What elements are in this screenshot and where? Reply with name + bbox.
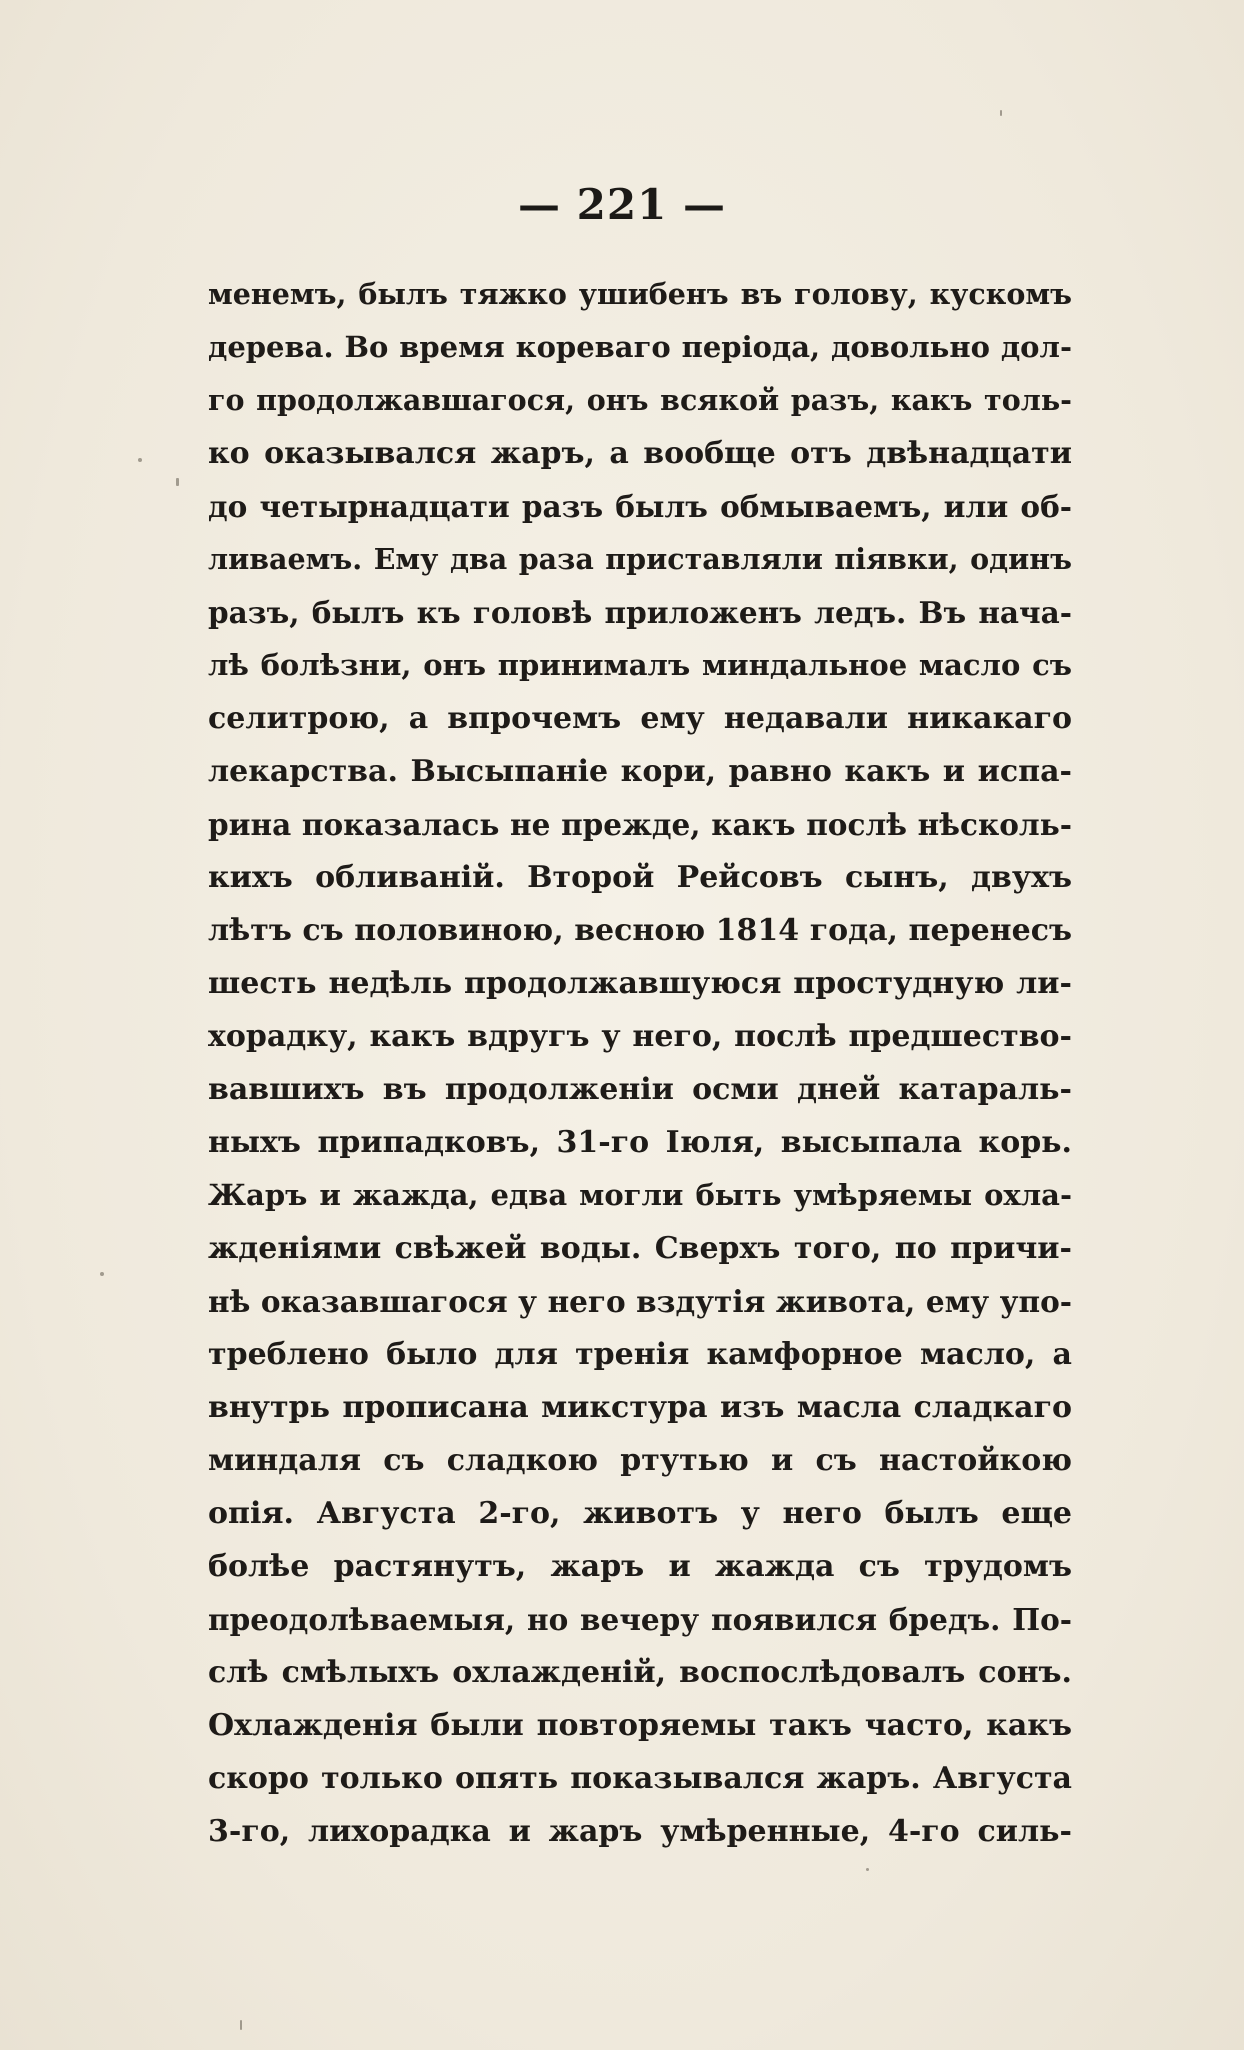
text-line: жденіями свѣжей воды. Сверхъ того, по причи-: [208, 1231, 1072, 1266]
text-line: кихъ обливаній. Второй Рейсовъ сынъ, двухъ: [208, 860, 1072, 895]
paper-speck: [100, 1272, 104, 1276]
text-line: вавшихъ въ продолженіи осми дней катараль-: [208, 1072, 1072, 1107]
text-line: миндаля съ сладкою ртутью и съ настойкою: [208, 1443, 1072, 1478]
text-line: треблено было для тренія камфорное масло, а: [208, 1337, 1072, 1372]
text-line: внутрь прописана микстура изъ масла сладкаго: [208, 1390, 1072, 1425]
paper-speck: [138, 458, 142, 462]
text-line: 3-го, лихорадка и жаръ умѣренные, 4-го силь-: [208, 1814, 1072, 1849]
text-line: лѣтъ съ половиною, весною 1814 года, перенесъ: [208, 913, 1072, 948]
text-line: хорадку, какъ вдругъ у него, послѣ предшество-: [208, 1019, 1072, 1054]
paper-speck: [240, 2020, 242, 2030]
text-line: слѣ смѣлыхъ охлажденій, воспослѣдовалъ сонъ.: [208, 1655, 1072, 1690]
text-line: лекарства. Высыпаніе кори, равно какъ и испа-: [208, 754, 1072, 789]
text-line: опія. Августа 2-го, животъ у него былъ еще: [208, 1496, 1072, 1531]
text-line: ко оказывался жаръ, а вообще отъ двѣнадцати: [208, 436, 1072, 471]
text-line: болѣе растянутъ, жаръ и жажда съ трудомъ: [208, 1549, 1072, 1584]
text-line: разъ, былъ къ головѣ приложенъ ледъ. Въ нача-: [208, 595, 1072, 630]
text-line: ныхъ припадковъ, 31-го Іюля, высыпала корь.: [208, 1125, 1072, 1160]
body-text: [208, 268, 1072, 1858]
paper-speck: [1000, 110, 1002, 116]
text-line: го продолжавшагося, онъ всякой разъ, какъ толь-: [208, 383, 1072, 417]
paper-speck: [176, 478, 179, 486]
text-line: нѣ оказавшагося у него вздутія живота, ему упо-: [208, 1284, 1072, 1319]
text-line: ливаемъ. Ему два раза приставляли піявки, одинъ: [208, 542, 1072, 576]
text-line: Охлажденія были повторяемы такъ часто, какъ: [208, 1708, 1072, 1743]
text-line: дерева. Во время кореваго періода, довольно дол-: [208, 330, 1072, 364]
text-line: Жаръ и жажда, едва могли быть умѣряемы охла-: [208, 1178, 1072, 1212]
text-line: скоро только опять показывался жаръ. Августа: [208, 1761, 1072, 1796]
page-number: — 221 —: [518, 180, 726, 229]
text-line: преодолѣваемыя, но вечеру появился бредъ. По-: [208, 1602, 1072, 1637]
text-line: лѣ болѣзни, онъ принималъ миндальное масло съ: [208, 648, 1072, 682]
text-line: до четырнадцати разъ былъ обмываемъ, или об-: [208, 489, 1072, 524]
text-line: рина показалась не прежде, какъ послѣ нѣсколь-: [208, 807, 1072, 842]
text-line: селитрою, а впрочемъ ему недавали никакаго: [208, 701, 1072, 736]
text-line: менемъ, былъ тяжко ушибенъ въ голову, кускомъ: [208, 277, 1072, 311]
text-line: шесть недѣль продолжавшуюся простудную ли-: [208, 966, 1072, 1001]
paper-speck: [866, 1868, 869, 1871]
